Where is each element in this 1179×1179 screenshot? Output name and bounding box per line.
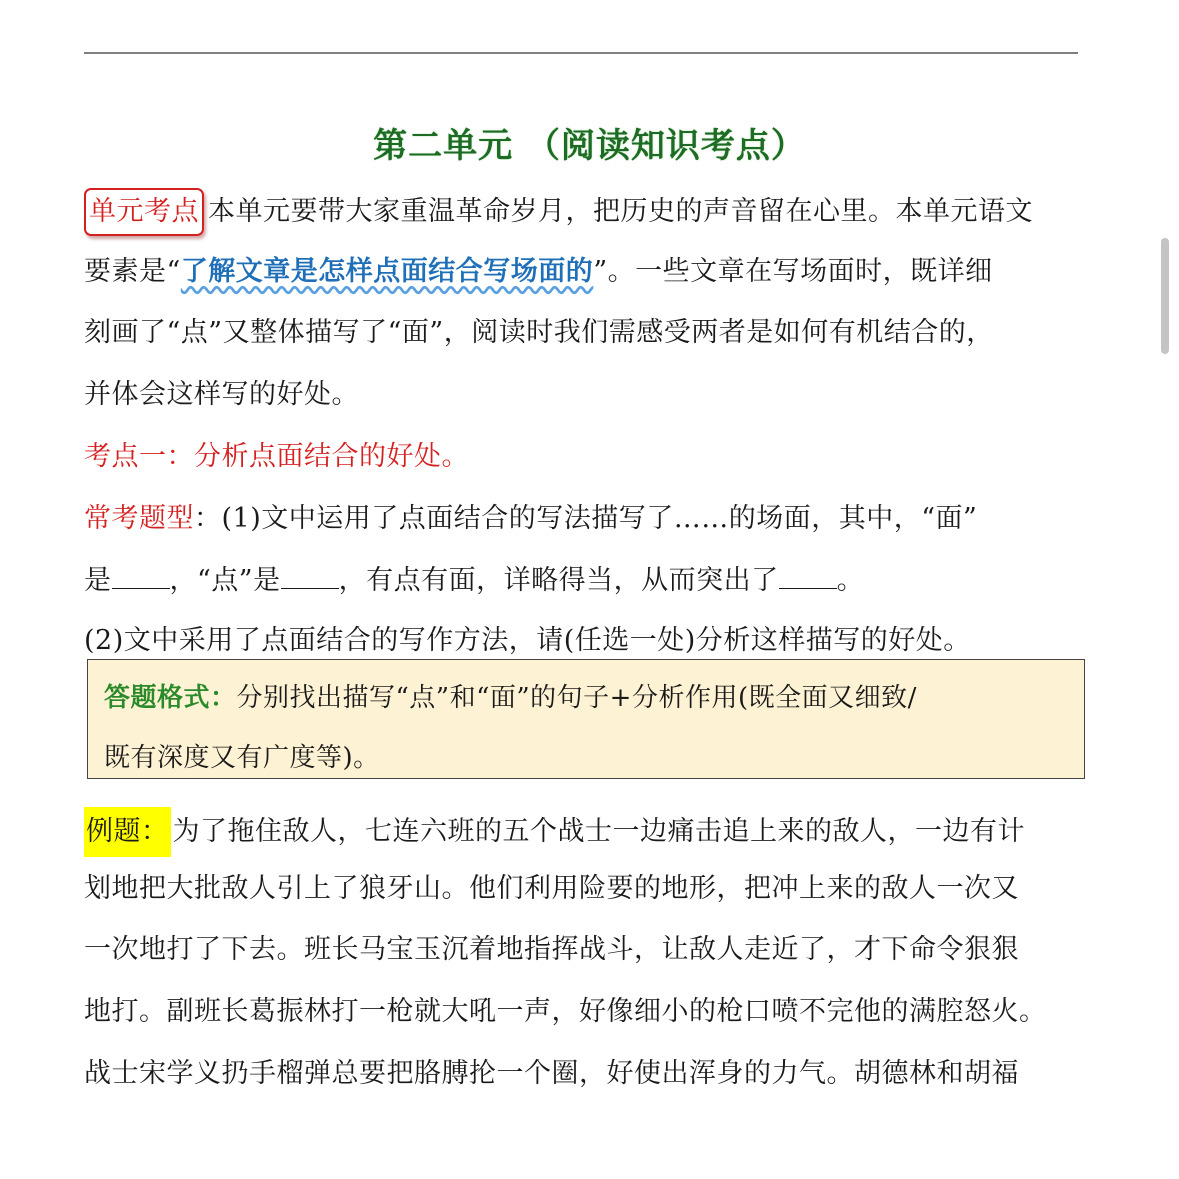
unit-points-line-1: 单元考点 本单元要带大家重温革命岁月，把历史的声音留在心里。本单元语文 <box>84 188 1094 236</box>
example-line-1: 例题： 为了拖住敌人，七连六班的五个战士一边痛击追上来的敌人，一边有计 <box>84 807 1094 857</box>
scrollbar-thumb[interactable] <box>1161 238 1169 354</box>
answer-format-label: 答题格式： <box>104 683 237 713</box>
example-label: 例题： <box>84 807 171 857</box>
example-line-2: 划地把大批敌人引上了狼牙山。他们利用险要的地形，把冲上来的敌人一次又 <box>84 873 1019 904</box>
answer-blank-2 <box>281 566 339 589</box>
unit-points-line-4: 并体会这样写的好处。 <box>84 379 359 410</box>
example-line-3: 一次地打了下去。班长马宝玉沉着地指挥战斗，让敌人走近了，才下命令狠狠 <box>84 934 1019 965</box>
kaodian-1-heading: 考点一：分析点面结合的好处。 <box>84 441 469 472</box>
answer-format-box <box>87 659 1085 779</box>
unit-points-line-3: 刻画了“点”又整体描写了“面”，阅读时我们需感受两者是如何有机结合的， <box>84 317 994 348</box>
answer-blank-1 <box>112 566 170 589</box>
top-divider <box>84 52 1078 54</box>
answer-format-line-1: 答题格式：分别找出描写“点”和“面”的句子+分析作用(既全面又细致/ <box>104 683 917 713</box>
question-type-label: 常考题型 <box>84 503 194 534</box>
question-type-line-3: (2)文中采用了点面结合的写作方法，请(任选一处)分析这样描写的好处。 <box>84 625 971 656</box>
question-type-line-1: 常考题型：(1)文中运用了点面结合的写法描写了……的场面，其中，“面” <box>84 503 978 534</box>
unit-points-line-2: 要素是“了解文章是怎样点面结合写场面的”。一些文章在写场面时，既详细 <box>84 256 993 287</box>
page-title: 第二单元 （阅读知识考点） <box>373 126 806 166</box>
answer-blank-3 <box>779 566 837 589</box>
example-line-5: 战士宋学义扔手榴弹总要把胳膊抡一个圈，好使出浑身的力气。胡德林和胡福 <box>84 1058 1019 1089</box>
unit-points-tag: 单元考点 <box>84 188 204 236</box>
answer-format-line-2: 既有深度又有广度等)。 <box>104 743 380 773</box>
example-line-4: 地打。副班长葛振林打一枪就大吼一声，好像细小的枪口喷不完他的满腔怒火。 <box>84 996 1047 1027</box>
question-type-line-2: 是 ，“点”是 ，有点有面，详略得当，从而突出了 。 <box>84 565 865 596</box>
key-element-highlight: 了解文章是怎样点面结合写场面的 <box>180 256 594 287</box>
